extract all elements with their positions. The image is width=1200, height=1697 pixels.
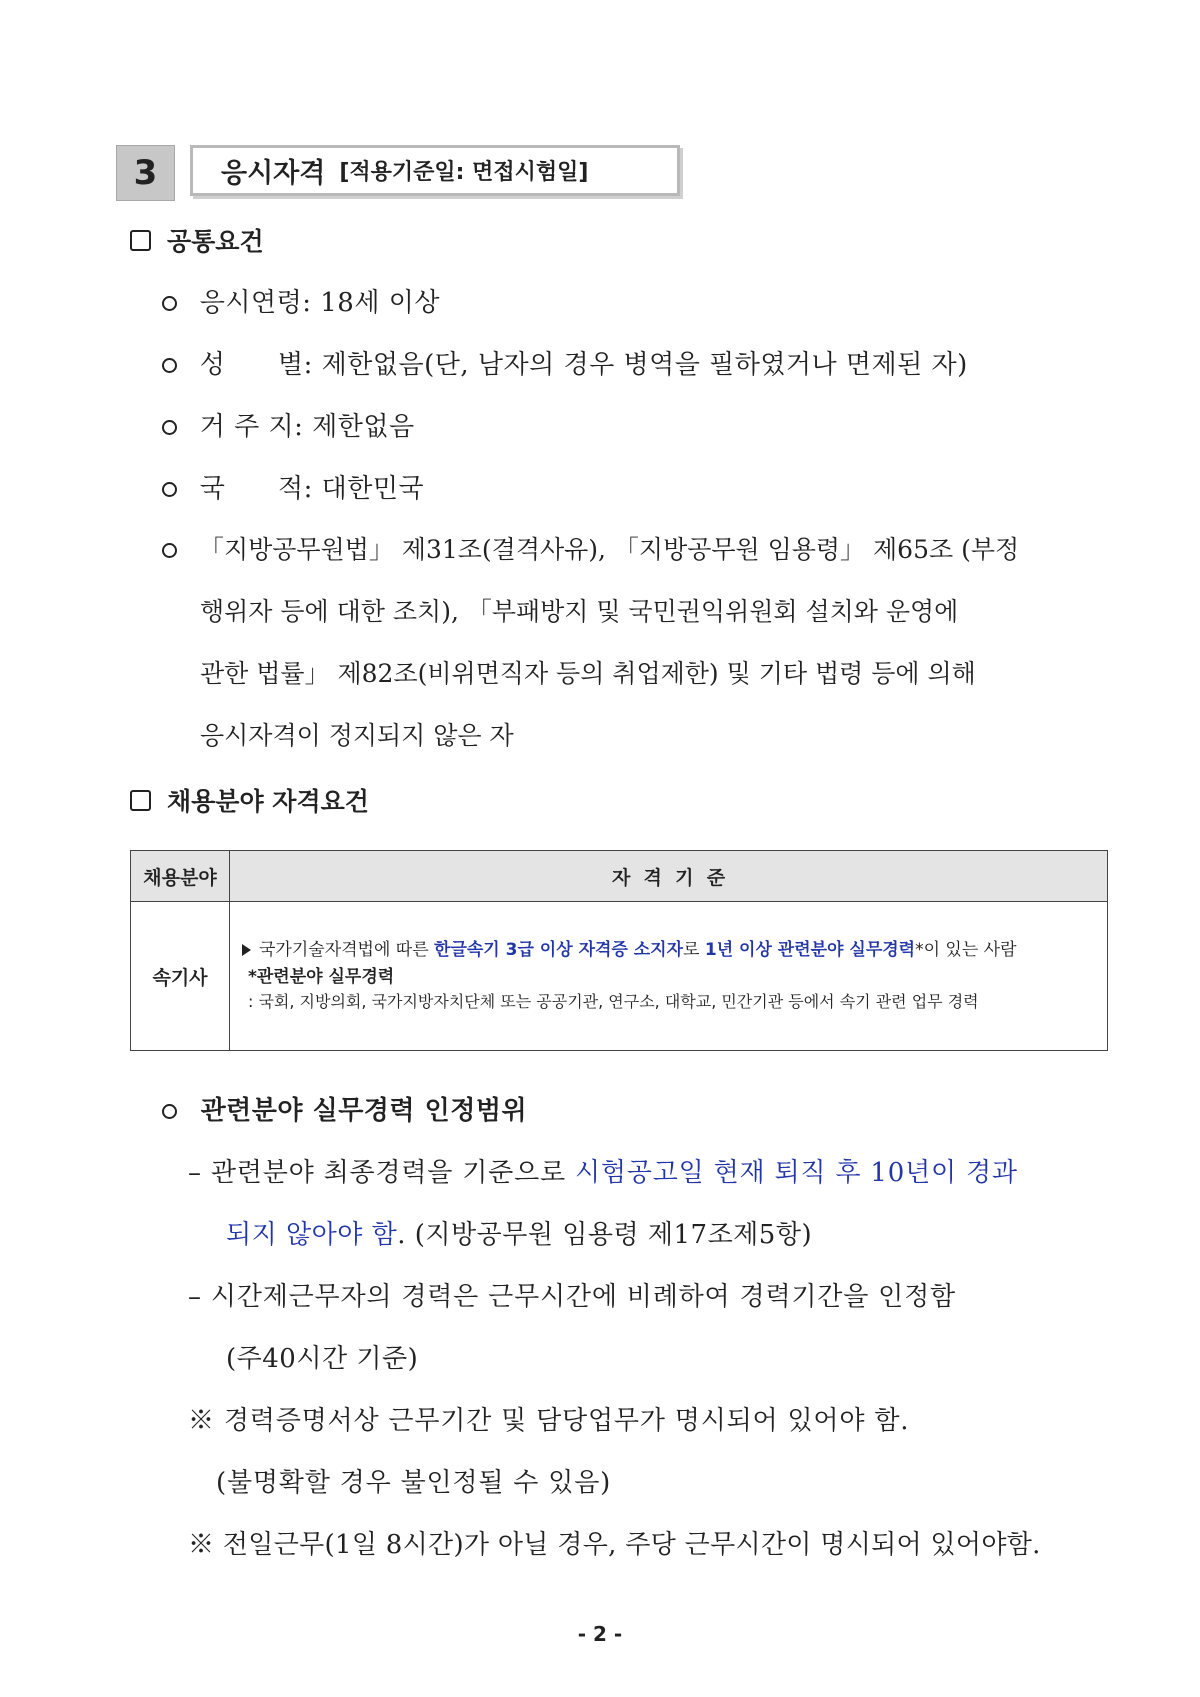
circle-bullet-icon (162, 543, 177, 558)
requirements-table (130, 850, 1108, 1051)
square-bullet-icon (130, 790, 151, 811)
common-law-line-2: 행위자 등에 대한 조치), 「부패방지 및 국민권익위원회 설치와 운영에 (200, 597, 959, 626)
section-title-box (190, 145, 680, 196)
criteria-note-body: : 국회, 지방의회, 국가지방자치단체 또는 공공기관, 연구소, 대학교, 민간기관 등에서 속기 관련 업무 경력 (248, 991, 979, 1011)
common-law-line-3: 관한 법률」 제82조(비위면직자 등의 취업제한) 및 기타 법령 등에 의해 (200, 659, 976, 688)
common-heading: 공통요건 (130, 222, 264, 258)
common-item-law: 「지방공무원법」 제31조(결격사유), 「지방공무원 임용령」 제65조 (부정 (162, 530, 1019, 566)
experience-note-2: ※ 전일근무(1일 8시간)가 아닐 경우, 주당 근무시간이 명시되어 있어야함. (188, 1530, 1041, 1560)
circle-bullet-icon (162, 296, 177, 311)
col-field-header: 채용분야 (131, 851, 230, 902)
experience-item-1-line-2: 되지 않아야 함. (지방공무원 임용령 제17조제5항) (226, 1220, 813, 1250)
circle-bullet-icon (162, 1104, 177, 1119)
section-number: 3 (116, 145, 175, 201)
circle-bullet-icon (162, 482, 177, 497)
experience-item-2: – 시간제근무자의 경력은 근무시간에 비례하여 경력기간을 인정함 (188, 1282, 956, 1312)
experience-heading: 관련분야 실무경력 인정범위 (162, 1090, 527, 1127)
common-item-residence: 거 주 지: 제한없음 (162, 406, 415, 443)
circle-bullet-icon (162, 358, 177, 373)
common-law-line-4: 응시자격이 정지되지 않은 자 (200, 721, 514, 750)
square-bullet-icon (130, 230, 151, 251)
criteria-cell (230, 902, 1108, 1051)
circle-bullet-icon (162, 420, 177, 435)
common-item-age: 응시연령: 18세 이상 (162, 282, 440, 319)
common-item-gender: 성 별: 제한없음(단, 남자의 경우 병역을 필하였거나 면제된 자) (162, 344, 968, 381)
section-subtitle: [적용기준일: 면접시험일] (339, 160, 589, 185)
experience-item-2-line-2: (주40시간 기준) (226, 1344, 419, 1374)
experience-note-1-line-2: (불명확할 경우 불인정될 수 있음) (216, 1468, 612, 1498)
criteria-note-title: *관련분야 실무경력 (248, 966, 395, 987)
section-title: 응시자격 (221, 158, 326, 189)
triangle-bullet-icon (242, 944, 251, 956)
criteria-line-1: 국가기술자격법에 따른 한글속기 3급 이상 자격증 소지자로 1년 이상 관련분야 실무경력*이 있는 사람 (242, 937, 1095, 963)
col-criteria-header: 자 격 기 준 (230, 851, 1108, 902)
recruit-heading: 채용분야 자격요건 (130, 782, 369, 818)
experience-note-1: ※ 경력증명서상 근무기간 및 담당업무가 명시되어 있어야 함. (188, 1406, 910, 1436)
experience-item-1: – 관련분야 최종경력을 기준으로 시험공고일 현재 퇴직 후 10년이 경과 (188, 1158, 1018, 1188)
table-header-row (131, 851, 1108, 902)
page-number: - 2 - (577, 1622, 623, 1646)
field-cell: 속기사 (131, 902, 230, 1051)
common-item-nationality: 국 적: 대한민국 (162, 468, 424, 505)
table-row (131, 902, 1108, 1051)
